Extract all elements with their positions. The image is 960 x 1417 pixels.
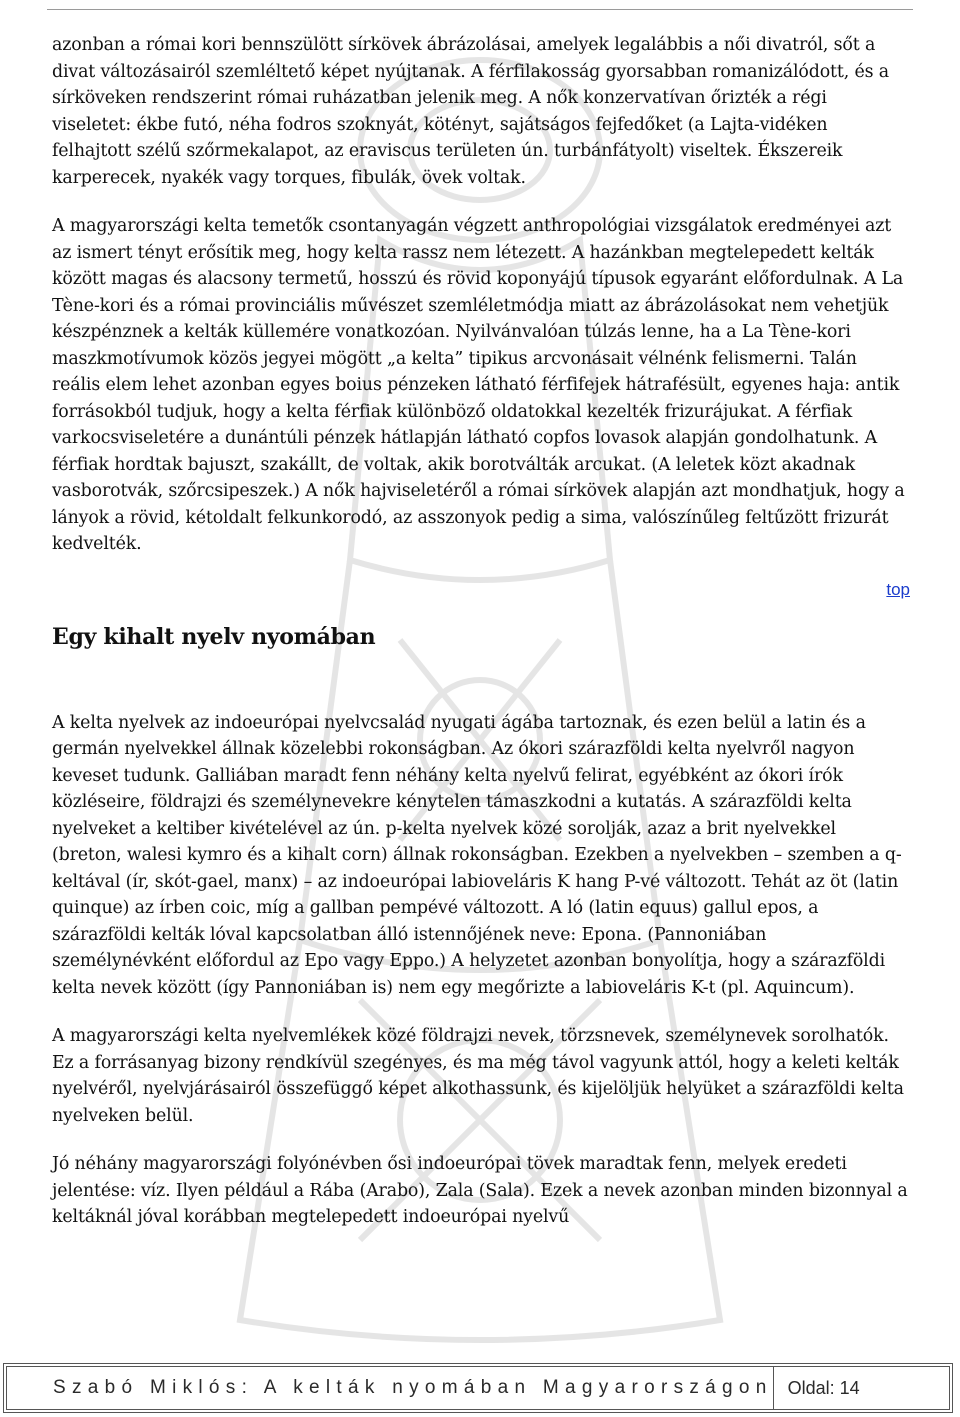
page-content: [52, 32, 910, 1253]
body-paragraph: A magyarországi kelta nyelvemlékek közé földrajzi nevek, törzsnevek, személynevek sorolhatók. Ez a forrásanyag bizony rendkívül szegényes, és ma még távol vagyunk attól, hogy a keleti kelták nyelvéről, nyelvjárásairól összefüggő képet alkothassunk, és kijelöljük helyüket a szárazföldi kelta nyelveken belül.: [52, 1026, 904, 1126]
footer-frame: [6, 1366, 950, 1410]
body-paragraph: Jó néhány magyarországi folyónévben ősi indoeurópai tövek maradtak fenn, melyek eredeti jelentése: víz. Ilyen például a Rába (Arabo), Zala (Sala). Ezek a nevek azonban minden bizonnyal a keltáknál jóval korábban megtelepedett indoeurópai nyelvű: [52, 1154, 908, 1227]
body-paragraph: azonban a római kori bennszülött sírkövek ábrázolásai, amelyek legalábbis a női divatról, sőt a divat változásairól szemléltető képet nyújtanak. A férfilakosság gyorsabban romanizálódott, és a sírköveken rendszerint római ruházatban jelenik meg. A nők konzervatívan őrizték a régi viseletet: ékbe futó, néha fodros szoknyát, kötényt, sajátságos fejfedőket (a Lajta-vidéken felhajtott szélű szőrmekalapot, az eraviscus területen ún. turbánfátyolt) viseltek. Ékszereik karperecek, nyakék vagy torques, fibulák, övek voltak.: [52, 35, 889, 188]
header-rule: [47, 9, 913, 10]
footer-page-number: Oldal: 14: [787, 1377, 860, 1398]
section-heading: Egy kihalt nyelv nyomában: [52, 623, 376, 650]
top-link-row: [52, 580, 910, 604]
page-footer: [3, 1363, 953, 1413]
back-to-top-link[interactable]: top: [886, 579, 910, 599]
body-paragraph: A kelta nyelvek az indoeurópai nyelvcsalád nyugati ágába tartoznak, és ezen belül a latin és a germán nyelvekkel állnak közelebbi rokonságban. Az ókori szárazföldi kelta nyelvről nagyon keveset tudunk. Galliában maradt fenn néhány kelta nyelvű felirat, egyébként az ókori írók közléseire, földrajzi és személynevekre kénytelen támaszkodni a kutatás. A szárazföldi kelta nyelveket a keltiber kivételével az ún. p-kelta nyelvek közé sorolják, azaz a brit nyelvekkel (breton, walesi kymro és a kihalt corn) állnak rokonságban. Ezekben a nyelvekben – szemben a q-keltával (ír, skót-gael, manx) – az indoeurópai labioveláris K hang P-vé változott. Tehát az öt (latin quinque) az írben coic, míg a gallban pempévé változott. A ló (latin equus) gallul epos, a szárazföldi kelták lóval kapcsolatban álló istennőjének neve: Epona. (Pannoniában személynévként előfordul az Epo vagy Eppo.) A helyzetet azonban bonyolítja, hogy a szárazföldi kelta nevek között (így Pannoniában is) nem egy megőrizte a labioveláris K-t (pl. Aquincum).: [52, 712, 902, 998]
footer-book-title: Szabó Miklós: A kelták nyomában Magyarországon: [7, 1367, 774, 1409]
body-paragraph: A magyarországi kelta temetők csontanyagán végzett anthropológiai vizsgálatok eredményei azt az ismert tényt erősítik meg, hogy kelta rassz nem létezett. A hazánkban megtelepedett kelták között magas és alacsony termetű, hosszú és rövid koponyájú típusok egyaránt előfordulnak. A La Tène-kori és a római provinciális művészet szemléletmódja miatt az ábrázolásokat nem vehetjük készpénznek a kelták küllemére vonatkozóan. Nyilvánvalóan túlzás lenne, ha a La Tène-kori maszkmotívumok közös jegyei mögött „a kelta” tipikus arcvonásait vélnénk felismerni. Talán reális elem lehet azonban egyes boius pénzeken látható férfifejek hátrafésült, egyenes haja: antik forrásokból tudjuk, hogy a kelta férfiak különböző oldatokkal kezelték frizurájukat. A férfiak varkocsviseletére a dunántúli pénzek hátlapján látható copfos lovasok alapján gondolhatunk. A férfiak hordtak bajuszt, szakállt, de voltak, akik borotválták arcukat. (A leletek közt akadnak vasborotvák, szőrcsipeszek.) A nők hajviseletéről a római sírkövek alapján azt mondhatjuk, hogy a lányok a rövid, kétoldalt felkunkorodó, az asszonyok pedig a sima, valószínűleg feltűzött frizurát kedvelték.: [52, 216, 905, 554]
